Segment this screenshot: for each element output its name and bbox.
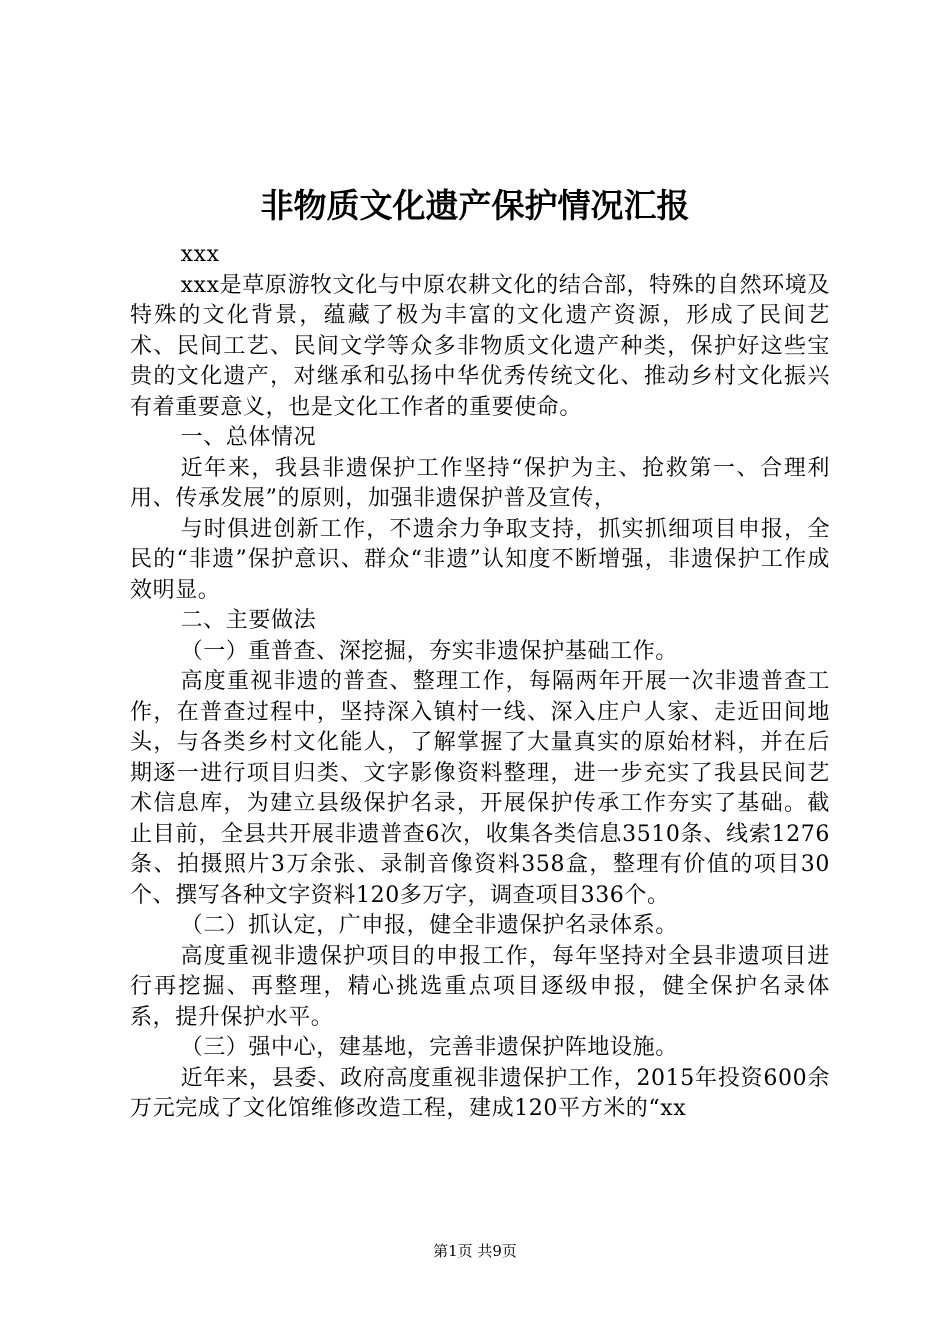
subheading-declaration: （二）抓认定，广申报，健全非遗保护名录体系。 <box>180 913 678 938</box>
overview-paragraph-1: 近年来，我县非遗保护工作坚持“保护为主、抢救第一、合理利用、传承发展”的原则，加强非遗保护普及宣传， <box>130 455 830 511</box>
page-footer: 第1页 共9页 <box>433 1242 517 1260</box>
survey-paragraph: 高度重视非遗的普查、整理工作，每隔两年开展一次非遗普查工作，在普查过程中，坚持深入镇村一线、深入庄户人家、走近田间地头，与各类乡村文化能人，了解掌握了大量真实的原始材料，并在后期逐一进行项目归类、文字影像资料整理，进一步充实了我县民间艺术信息库，为建立县级保护名录，开展保护传承工作夯实了基础。截止目前，全县共开展非遗普查6次，收集各类信息3510条、线索1276条、拍摄照片3万余张、录制音像资料358盒，整理有价值的项目30个、撰写各种文字资料120多万字，调查项目336个。 <box>130 669 830 908</box>
intro-paragraph: xxx是草原游牧文化与中原农耕文化的结合部，特殊的自然环境及特殊的文化背景，蕴藏了极为丰富的文化遗产资源，形成了民间艺术、民间工艺、民间文学等众多非物质文化遗产种类，保护好这些宝贵的文化遗产，对继承和弘扬中华优秀传统文化、推动乡村文化振兴有着重要意义，也是文化工作者的重要使命。 <box>130 272 830 420</box>
section-heading-methods: 二、主要做法 <box>180 608 317 633</box>
declaration-paragraph: 高度重视非遗保护项目的申报工作，每年坚持对全县非遗项目进行再挖掘、再整理，精心挑选重点项目逐级申报，健全保护名录体系，提升保护水平。 <box>130 943 830 1030</box>
section-heading-overview: 一、总体情况 <box>180 425 317 450</box>
author-line: xxx <box>180 242 220 267</box>
document-title: 非物质文化遗产保护情况汇报 <box>260 186 690 225</box>
document-body <box>130 240 830 1125</box>
facilities-paragraph: 近年来，县委、政府高度重视非遗保护工作，2015年投资600余万元完成了文化馆维修改造工程，建成120平方米的“xx <box>130 1065 830 1121</box>
subheading-survey: （一）重普查、深挖掘，夯实非遗保护基础工作。 <box>180 638 678 664</box>
overview-paragraph-2: 与时俱进创新工作，不遗余力争取支持，抓实抓细项目申报，全民的“非遗”保护意识、群众“非遗”认知度不断增强，非遗保护工作成效明显。 <box>130 516 830 603</box>
subheading-facilities: （三）强中心，建基地，完善非遗保护阵地设施。 <box>180 1035 678 1060</box>
